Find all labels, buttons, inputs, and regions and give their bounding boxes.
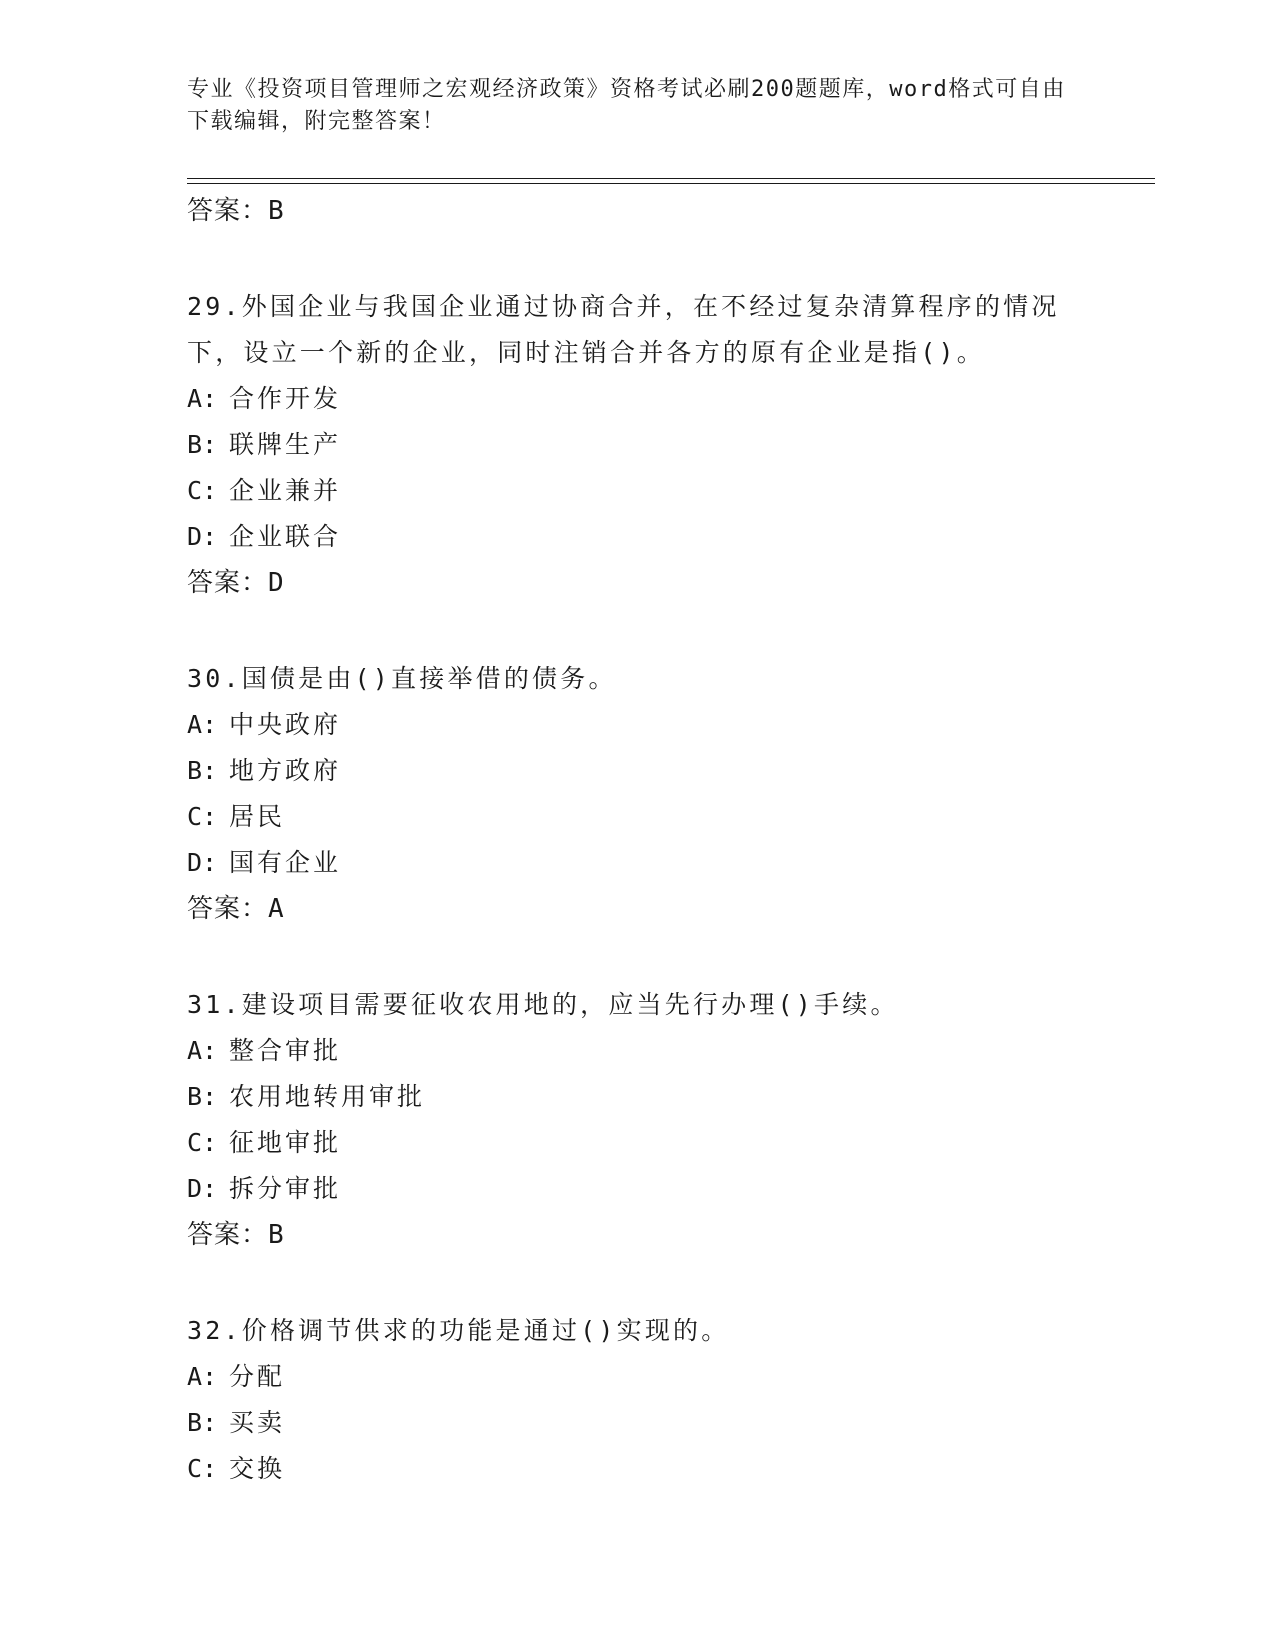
option-letter: D: (187, 522, 218, 551)
option-d (187, 1166, 1087, 1212)
option-letter: B: (187, 1082, 218, 1111)
option-letter: D: (187, 1174, 218, 1203)
option-text: 交换 (229, 1454, 286, 1483)
header-divider-bottom (187, 183, 1155, 184)
answer-value: B (268, 196, 285, 226)
option-c (187, 1446, 1087, 1492)
option-b (187, 422, 1087, 468)
option-letter: B: (187, 430, 218, 459)
option-text: 中央政府 (229, 710, 342, 739)
option-letter: A: (187, 1036, 218, 1065)
option-text: 整合审批 (229, 1036, 342, 1065)
question-stem: 30.国债是由()直接举借的债务。 (187, 664, 617, 693)
option-letter: C: (187, 1454, 218, 1483)
option-text: 农用地转用审批 (229, 1082, 426, 1111)
option-text: 合作开发 (229, 384, 342, 413)
question-stem: 32.价格调节供求的功能是通过()实现的。 (187, 1316, 730, 1345)
option-text: 联牌生产 (229, 430, 342, 459)
answer-value: A (268, 894, 285, 924)
option-text: 国有企业 (229, 848, 342, 877)
document-header: 专业《投资项目管理师之宏观经济政策》资格考试必刷200题题库，word格式可自由下载编辑，附完整答案！ (187, 77, 1066, 134)
option-text: 分配 (229, 1362, 286, 1391)
option-text: 居民 (229, 802, 286, 831)
question-stem: 29.外国企业与我国企业通过协商合并，在不经过复杂清算程序的情况下，设立一个新的企业，同时注销合并各方的原有企业是指()。 (187, 292, 1060, 367)
option-letter: A: (187, 1362, 218, 1391)
answer-label: 答案： (187, 894, 269, 924)
option-letter: C: (187, 1128, 218, 1157)
answer-line (187, 886, 1087, 932)
option-b (187, 1074, 1087, 1120)
option-a (187, 1028, 1087, 1074)
option-letter: C: (187, 802, 218, 831)
option-text: 企业联合 (229, 522, 342, 551)
question-list (187, 188, 1087, 1492)
option-text: 企业兼并 (229, 476, 342, 505)
answer-label: 答案： (187, 1220, 269, 1250)
option-letter: B: (187, 1408, 218, 1437)
answer-label: 答案： (187, 196, 269, 226)
option-d (187, 840, 1087, 886)
option-b (187, 1400, 1087, 1446)
option-text: 地方政府 (229, 756, 342, 785)
option-c (187, 1120, 1087, 1166)
answer-value: B (268, 1220, 285, 1250)
option-b (187, 748, 1087, 794)
option-c (187, 468, 1087, 514)
option-letter: A: (187, 384, 218, 413)
option-a (187, 376, 1087, 422)
option-a (187, 1354, 1087, 1400)
option-letter: B: (187, 756, 218, 785)
option-letter: A: (187, 710, 218, 739)
option-c (187, 794, 1087, 840)
option-d (187, 514, 1087, 560)
answer-line (187, 1212, 1087, 1258)
option-letter: C: (187, 476, 218, 505)
answer-value: D (268, 568, 285, 598)
answer-line (187, 560, 1087, 606)
question-stem: 31.建设项目需要征收农用地的，应当先行办理()手续。 (187, 990, 899, 1019)
option-text: 拆分审批 (229, 1174, 342, 1203)
option-letter: D: (187, 848, 218, 877)
option-a (187, 702, 1087, 748)
option-text: 征地审批 (229, 1128, 342, 1157)
header-divider-top (187, 178, 1155, 179)
answer-line (187, 188, 1087, 234)
answer-label: 答案： (187, 568, 269, 598)
option-text: 买卖 (229, 1408, 286, 1437)
